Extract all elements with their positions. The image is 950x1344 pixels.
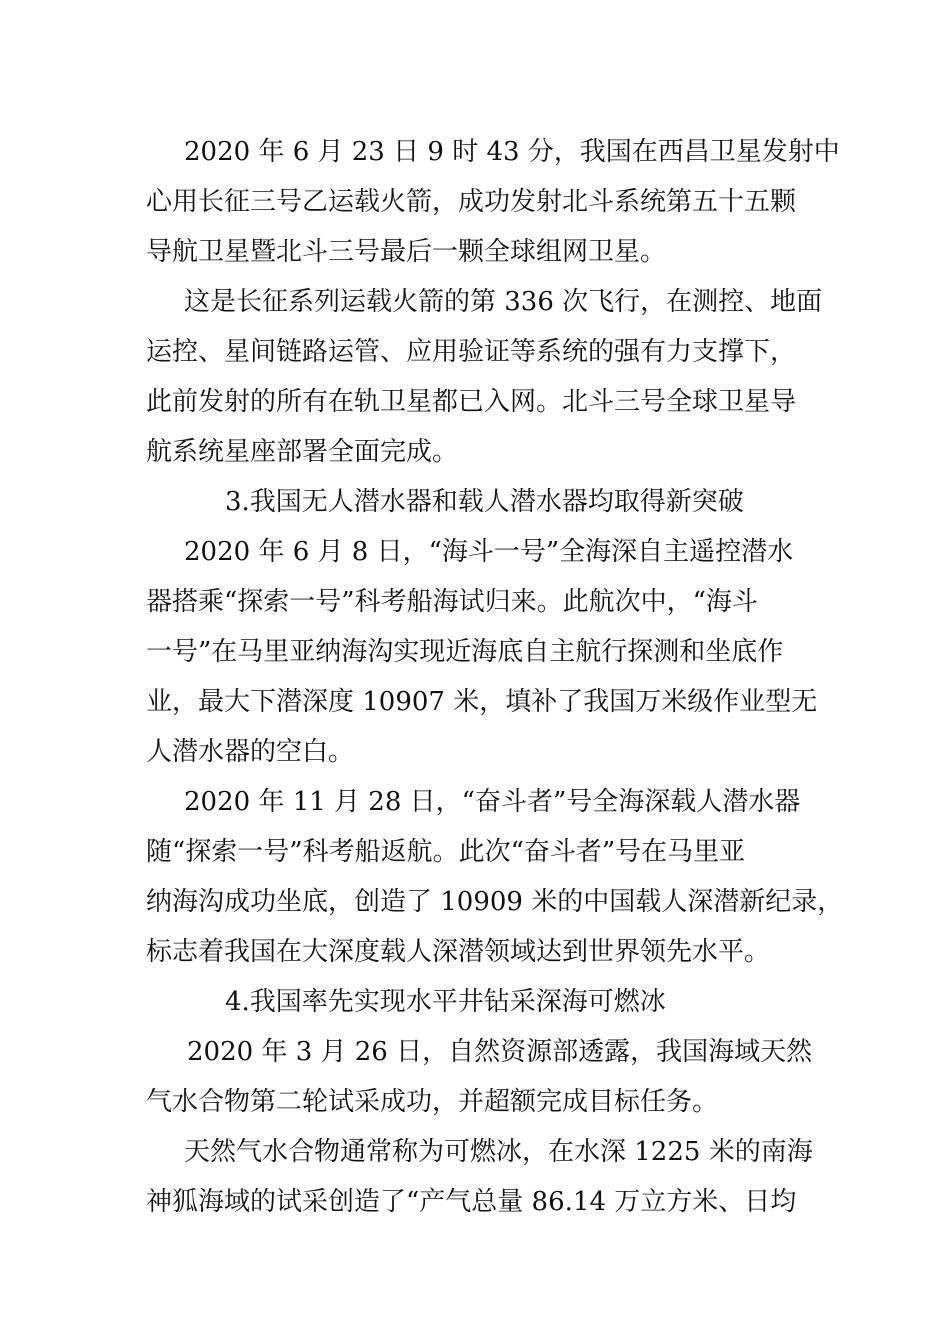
text-line: 2020 年 6 月 23 日 9 时 43 分，我国在西昌卫星发射中 [184, 137, 840, 167]
text-line: 运控、星间链路运管、应用验证等系统的强有力支撑下， [146, 337, 797, 367]
section-heading: 3.我国无人潜水器和载人潜水器均取得新突破 [225, 487, 744, 517]
text-line: 纳海沟成功坐底，创造了 10909 米的中国载人深潜新纪录， [146, 887, 844, 917]
text-line: 航系统星座部署全面完成。 [146, 437, 459, 467]
text-line: 2020 年 11 月 28 日，“奋斗者”号全海深载人潜水器 [184, 787, 801, 817]
section-heading: 4.我国率先实现水平井钻采深海可燃冰 [225, 987, 666, 1017]
text-line: 2020 年 3 月 26 日，自然资源部透露，我国海域天然 [187, 1037, 813, 1067]
text-line: 标志着我国在大深度载人深潜领域达到世界领先水平。 [146, 937, 771, 967]
text-line: 神狐海域的试采创造了“产气总量 86.14 万立方米、日均 [146, 1187, 797, 1217]
text-line: 人潜水器的空白。 [146, 737, 355, 767]
text-line: 此前发射的所有在轨卫星都已入网。北斗三号全球卫星导 [146, 387, 797, 417]
text-line: 导航卫星暨北斗三号最后一颗全球组网卫星。 [146, 237, 667, 267]
text-line: 心用长征三号乙运载火箭，成功发射北斗系统第五十五颗 [146, 187, 797, 217]
text-line: 这是长征系列运载火箭的第 336 次飞行，在测控、地面 [184, 287, 823, 317]
text-line: 一号”在马里亚纳海沟实现近海底自主航行探测和坐底作 [146, 637, 784, 667]
text-line: 气水合物第二轮试采成功，并超额完成目标任务。 [146, 1087, 719, 1117]
text-line: 业，最大下潜深度 10907 米，填补了我国万米级作业型无 [146, 687, 818, 717]
text-line: 器搭乘“探索一号”科考船海试归来。此航次中，“海斗 [146, 587, 758, 617]
text-line: 2020 年 6 月 8 日，“海斗一号”全海深自主遥控潜水 [184, 537, 794, 567]
text-line: 天然气水合物通常称为可燃冰，在水深 1225 米的南海 [184, 1137, 813, 1167]
text-line: 随“探索一号”科考船返航。此次“奋斗者”号在马里亚 [146, 837, 746, 867]
